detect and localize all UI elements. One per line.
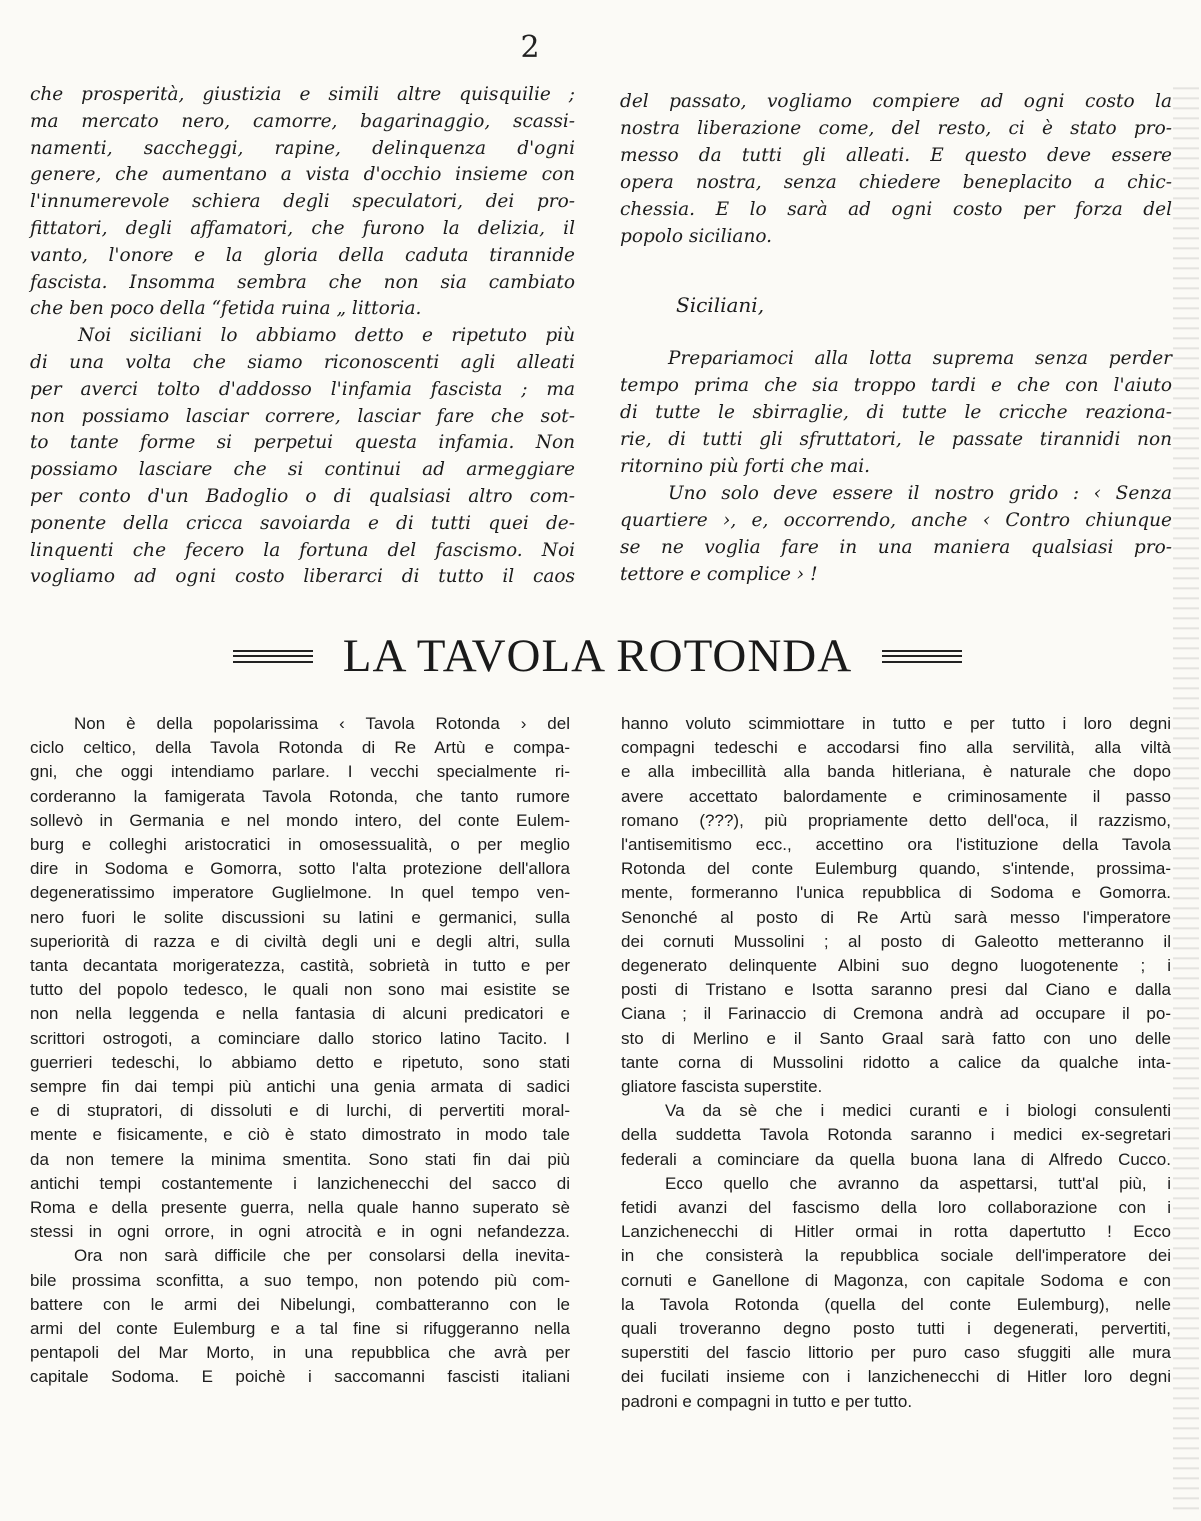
text-line: della suddetta Tavola Rotonda saranno i medici ex-segretari xyxy=(621,1125,1171,1145)
text-line: da non temere la minima smentita. Sono stati fin dai più xyxy=(30,1149,570,1169)
text-line: chessia. E lo sarà ad ogni costo per forza del xyxy=(620,199,1172,220)
text-line: in che consisterà la repubblica sociale dell'imperatore dei xyxy=(621,1246,1171,1266)
text-line: compagni tedeschi e accodarsi fino alla servilità, alla viltà xyxy=(621,738,1171,758)
article-title-banner xyxy=(225,626,970,686)
text-line: tanta decantata morigeratezza, castità, sobrietà in tutto e per xyxy=(30,956,570,976)
text-line: vogliamo ad ogni costo liberarci di tutto il caos xyxy=(30,566,575,588)
text-line: possiamo lasciare che si continui ad armeggiare xyxy=(30,459,575,481)
article-title: LA TAVOLA ROTONDA xyxy=(342,630,853,682)
text-line: quartiere ›, e, occorrendo, anche ‹ Contro chiunque xyxy=(620,510,1172,531)
text-line: Ora non sarà difficile che per consolarsi della inevita- xyxy=(74,1246,570,1266)
text-line: non possiamo lasciar correre, lasciar fare che sot- xyxy=(30,405,575,427)
text-line: per averci tolto d'addosso l'infamia fascista ; ma xyxy=(30,378,575,400)
text-line: hanno voluto scimmiottare in tutto e per tutto i loro degni xyxy=(621,714,1171,733)
text-line: Roma e della presente guerra, nella quale hanno superato sè xyxy=(30,1198,570,1218)
title-rule-right xyxy=(882,650,962,663)
text-line: genere, che aumentano a vista d'occhio insieme con xyxy=(30,164,575,186)
text-line: corderanno la famigerata Tavola Rotonda, che tanto rumore xyxy=(30,786,570,806)
text-line: gliatore fascista superstite. xyxy=(621,1077,823,1097)
text-line: ma mercato nero, camorre, bagarinaggio, scassi- xyxy=(30,110,575,132)
text-line: gni, che oggi intendiamo parlare. I vecchi specialmente ri- xyxy=(30,762,570,782)
text-line: ciclo celtico, della Tavola Rotonda di Re Artù e compa- xyxy=(30,738,570,758)
text-line: fetidi avanzi del fascismo della loro collaborazione con i xyxy=(621,1198,1171,1218)
text-line: namenti, saccheggi, rapine, delinquenza d'ogni xyxy=(30,137,575,159)
text-line: non nella leggenda e nella fantasia di alcuni predicatori e xyxy=(30,1004,570,1024)
siciliani-heading: Siciliani, xyxy=(676,293,765,317)
text-line: dei cornuti Mussolini ; al posto di Galeotto metteranno il xyxy=(621,931,1171,951)
text-line: Uno solo deve essere il nostro grido : ‹ Senza xyxy=(668,483,1172,504)
text-line: romano (???), più propriamente detto dell'oca, il razzismo, xyxy=(621,810,1171,830)
page-number: 2 xyxy=(520,30,540,65)
text-line: la Tavola Rotonda (quella del conte Eulemburg), nelle xyxy=(621,1294,1171,1314)
text-line: sto di Merlino e il Santo Graal sarà fatto con uno delle xyxy=(621,1028,1171,1048)
text-line: superstiti del fascio littorio per puro caso sfuggiti alle mura xyxy=(621,1343,1171,1363)
text-line: Non è della popolarissima ‹ Tavola Rotonda › del xyxy=(74,714,570,733)
text-line: Senonché al posto di Re Artù sarà messo l'imperatore xyxy=(621,907,1171,927)
text-line: scrittori ostrogoti, a cominciare dallo storico latino Tacito. I xyxy=(30,1028,570,1048)
top-left-column xyxy=(30,82,575,591)
text-line: l'innumerevole schiera degli speculatori, dei pro- xyxy=(30,191,575,213)
text-line: stessi in ogni orrore, in ogni atrocità e in ogni nefandezza. xyxy=(30,1222,570,1242)
text-line: avere accettato balordamente e criminosamente il passo xyxy=(621,786,1171,806)
text-line: del passato, vogliamo compiere ad ogni costo la xyxy=(620,91,1172,112)
article-right-column xyxy=(621,712,1171,1414)
text-line: mente e fisicamente, e ciò è stato dimostrato in modo tale xyxy=(30,1125,570,1145)
text-line: armi del conte Eulemburg e a tal fine si rifuggeranno nella xyxy=(30,1319,570,1339)
text-line: capitale Sodoma. E poichè i saccomanni fascisti italiani xyxy=(30,1367,570,1387)
text-line: superiorità di razza e di civiltà degli uni e degli altri, sulla xyxy=(30,931,570,951)
text-line: quali troveranno degno posto tutti i degenerati, pervertiti, xyxy=(621,1319,1171,1339)
text-line: federali a cominciare da quella buona lana di Alfredo Cucco. xyxy=(621,1149,1171,1169)
text-line: guerrieri tedeschi, lo abbiamo detto e ripetuto, sono stati xyxy=(30,1052,570,1072)
text-line: Ciana ; il Farinaccio di Cremona andrà ad occupare il po- xyxy=(621,1004,1171,1024)
text-line: messo da tutti gli alleati. E questo deve essere xyxy=(620,145,1172,166)
text-line: tempo prima che sia troppo tardi e che con l'aiuto xyxy=(620,375,1172,396)
text-line: opera nostra, senza chiedere beneplacito a chic- xyxy=(620,172,1172,193)
text-line: Ecco quello che avranno da aspettarsi, tutt'al più, i xyxy=(665,1173,1171,1193)
text-line: Noi siciliani lo abbiamo detto e ripetuto più xyxy=(78,325,575,347)
text-line: per conto d'un Badoglio o di qualsiasi altro com- xyxy=(30,485,575,507)
text-line: dire in Sodoma e Gomorra, sotto l'alta protezione dell'allora xyxy=(30,859,570,879)
text-line: Va da sè che i medici curanti e i biologi consulenti xyxy=(665,1101,1171,1121)
text-line: degeneratissimo imperatore Guglielmone. In quel tempo ven- xyxy=(30,883,570,903)
text-line: battere con le armi dei Nibelungi, combatteranno con le xyxy=(30,1294,570,1314)
text-line: degenerato delinquente Albini suo degno luogotenente ; i xyxy=(621,956,1171,976)
text-line: antichi tempi costantemente i lanzichenecchi del sacco di xyxy=(30,1173,570,1193)
text-line: ponente della cricca savoiarda e di tutti quei de- xyxy=(30,512,575,534)
text-line: e alla imbecillità alla banda hitleriana, è naturale che dopo xyxy=(621,762,1171,782)
text-line: mente, formeranno l'unica repubblica di Sodoma e Gomorra. xyxy=(621,883,1171,903)
text-line: sempre fin dai tempi più antichi una genia armata di sadici xyxy=(30,1077,570,1097)
text-line: cornuti e Ganellone di Magonza, con capitale Sodoma e con xyxy=(621,1270,1171,1290)
text-line: di tutte le sbirraglie, di tutte le cricche reaziona- xyxy=(620,402,1172,423)
text-line: pentapoli del Mar Morto, in una repubblica che avrà per xyxy=(30,1343,570,1363)
text-line: dei fucilati insieme con i lanzichenecchi di Hitler loro degni xyxy=(621,1367,1171,1387)
text-line: Rotonda del conte Eulemburg quando, s'intende, prossima- xyxy=(621,859,1171,879)
text-line: rie, di tutti gli sfruttatori, le passate tirannidi non xyxy=(620,429,1172,450)
text-line: sollevò in Germania e nel mondo intero, del conte Eulem- xyxy=(30,810,570,830)
text-line: l'antisemitismo ecc., accettino ora l'istituzione della Tavola xyxy=(621,835,1171,855)
text-line: Prepariamoci alla lotta suprema senza perder xyxy=(668,348,1172,369)
text-line: nero fuori le solite discussioni su latini e germanici, sulla xyxy=(30,907,570,927)
text-line: linquenti che fecero la fortuna del fascismo. Noi xyxy=(30,539,575,561)
title-rule-left xyxy=(233,650,313,663)
text-line: padroni e compagni in tutto e per tutto. xyxy=(621,1391,913,1411)
text-line: posti di Tristano e Isotta saranno presi dal Ciano e dalla xyxy=(621,980,1171,1000)
text-line: che prosperità, giustizia e simili altre quisquilie ; xyxy=(30,84,575,105)
article-left-column xyxy=(30,712,570,1390)
text-line: fittatori, degli affamatori, che furono la delizia, il xyxy=(30,217,575,239)
text-line: vanto, l'onore e la gloria della caduta tirannide xyxy=(30,244,575,266)
text-line: tutto del popolo tedesco, le quali non sono mai esistite se xyxy=(30,980,570,1000)
text-line: burg e colleghi aristocratici in omosessualità, o per meglio xyxy=(30,835,570,855)
top-right-column xyxy=(620,88,1172,588)
text-line: ritornino più forti che mai. xyxy=(620,456,871,477)
text-line: bile prossima sconfitta, a suo tempo, non potendo più com- xyxy=(30,1270,570,1290)
text-line: di una volta che siamo riconoscenti agli alleati xyxy=(30,351,575,373)
text-line: to tante forme si perpetui questa infamia. Non xyxy=(30,432,575,454)
text-line: tettore e complice › ! xyxy=(620,564,818,585)
text-line: se ne voglia fare in una maniera qualsiasi pro- xyxy=(620,537,1172,558)
text-line: Lanzichenecchi di Hitler ormai in rotta dapertutto ! Ecco xyxy=(621,1222,1171,1242)
scan-margin-artifact xyxy=(1173,80,1199,1510)
text-line: fascista. Insomma sembra che non sia cambiato xyxy=(30,271,575,293)
text-line: popolo siciliano. xyxy=(620,226,773,247)
text-line: e di stupratori, di dissoluti e di lurchi, di pervertiti moral- xyxy=(30,1101,570,1121)
text-line: che ben poco della “fetida ruina „ littoria. xyxy=(30,298,422,320)
text-line: tante corna di Mussolini ridotto a calice da qualche inta- xyxy=(621,1052,1171,1072)
text-line: nostra liberazione come, del resto, ci è stato pro- xyxy=(620,118,1172,139)
